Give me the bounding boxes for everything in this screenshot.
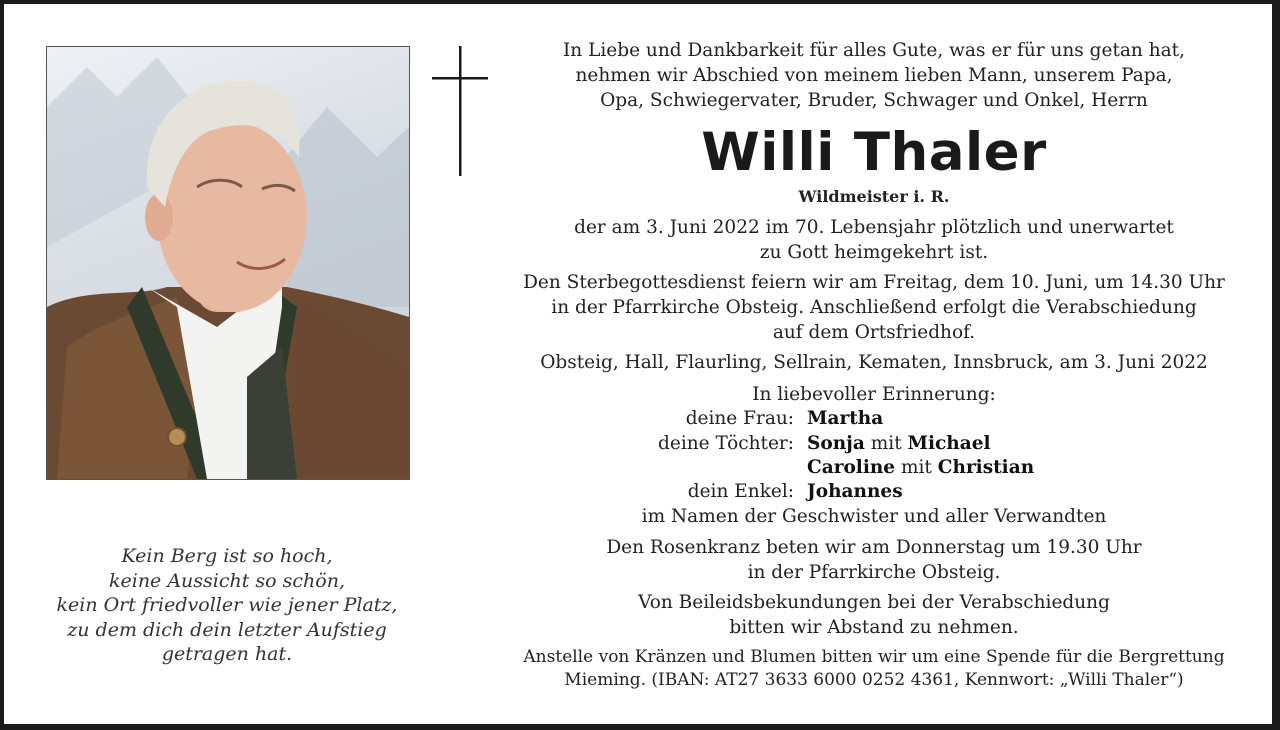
siblings-line: im Namen der Geschwister und aller Verwandten <box>641 506 1107 527</box>
condolence-line: Von Beileidsbekundungen bei der Verabschiedung <box>638 592 1110 613</box>
intro-line: In Liebe und Dankbarkeit für alles Gute, was er für uns getan hat, <box>563 40 1185 61</box>
donation-line: Mieming. (IBAN: AT27 3633 6000 0252 4361, Kennwort: „Willi Thaler“) <box>564 670 1184 690</box>
quote-line: zu dem dich dein letzter Aufstieg <box>67 618 387 641</box>
memorial-quote <box>46 544 408 667</box>
daughter-2: Caroline mit Christian <box>807 457 1035 478</box>
grandchild-name: Johannes <box>807 481 903 502</box>
deceased-name: Willi Thaler <box>701 122 1047 183</box>
quote-line: keine Aussicht so schön, <box>108 569 345 592</box>
memory-heading: In liebevoller Erinnerung: <box>752 384 996 405</box>
service-line: auf dem Ortsfriedhof. <box>772 322 976 343</box>
grandchild-label: dein Enkel: <box>687 481 794 502</box>
obituary-card <box>4 4 1272 724</box>
donation-line: Anstelle von Kränzen und Blumen bitten wir um eine Spende für die Bergrettung <box>523 647 1225 667</box>
wife-label: deine Frau: <box>685 408 794 429</box>
quote-line: Kein Berg ist so hoch, <box>121 545 333 567</box>
quote-line: kein Ort friedvoller wie jener Platz, <box>56 594 398 616</box>
death-line: zu Gott heimgekehrt ist. <box>759 242 989 263</box>
wife-name: Martha <box>807 408 884 429</box>
service-line: in der Pfarrkirche Obsteig. Anschließend erfolgt die Verabschiedung <box>551 297 1197 318</box>
rosary-line: Den Rosenkranz beten wir am Donnerstag um 19.30 Uhr <box>606 537 1142 558</box>
condolence-line: bitten wir Abstand zu nehmen. <box>729 617 1019 638</box>
intro-line: nehmen wir Abschied von meinem lieben Mann, unserem Papa, <box>575 65 1173 86</box>
rosary-line: in der Pfarrkirche Obsteig. <box>747 562 1001 583</box>
daughter-1: Sonja mit Michael <box>807 433 991 454</box>
deceased-title: Wildmeister i. R. <box>798 187 950 206</box>
intro-line: Opa, Schwiegervater, Bruder, Schwager und Onkel, Herrn <box>600 90 1148 111</box>
places-line: Obsteig, Hall, Flaurling, Sellrain, Kematen, Innsbruck, am 3. Juni 2022 <box>540 352 1208 373</box>
death-line: der am 3. Juni 2022 im 70. Lebensjahr plötzlich und unerwartet <box>574 217 1174 238</box>
portrait-photo <box>46 46 410 480</box>
service-line: Den Sterbegottesdienst feiern wir am Freitag, dem 10. Juni, um 14.30 Uhr <box>523 272 1225 293</box>
quote-line: getragen hat. <box>161 643 293 665</box>
daughters-label: deine Töchter: <box>658 433 794 454</box>
